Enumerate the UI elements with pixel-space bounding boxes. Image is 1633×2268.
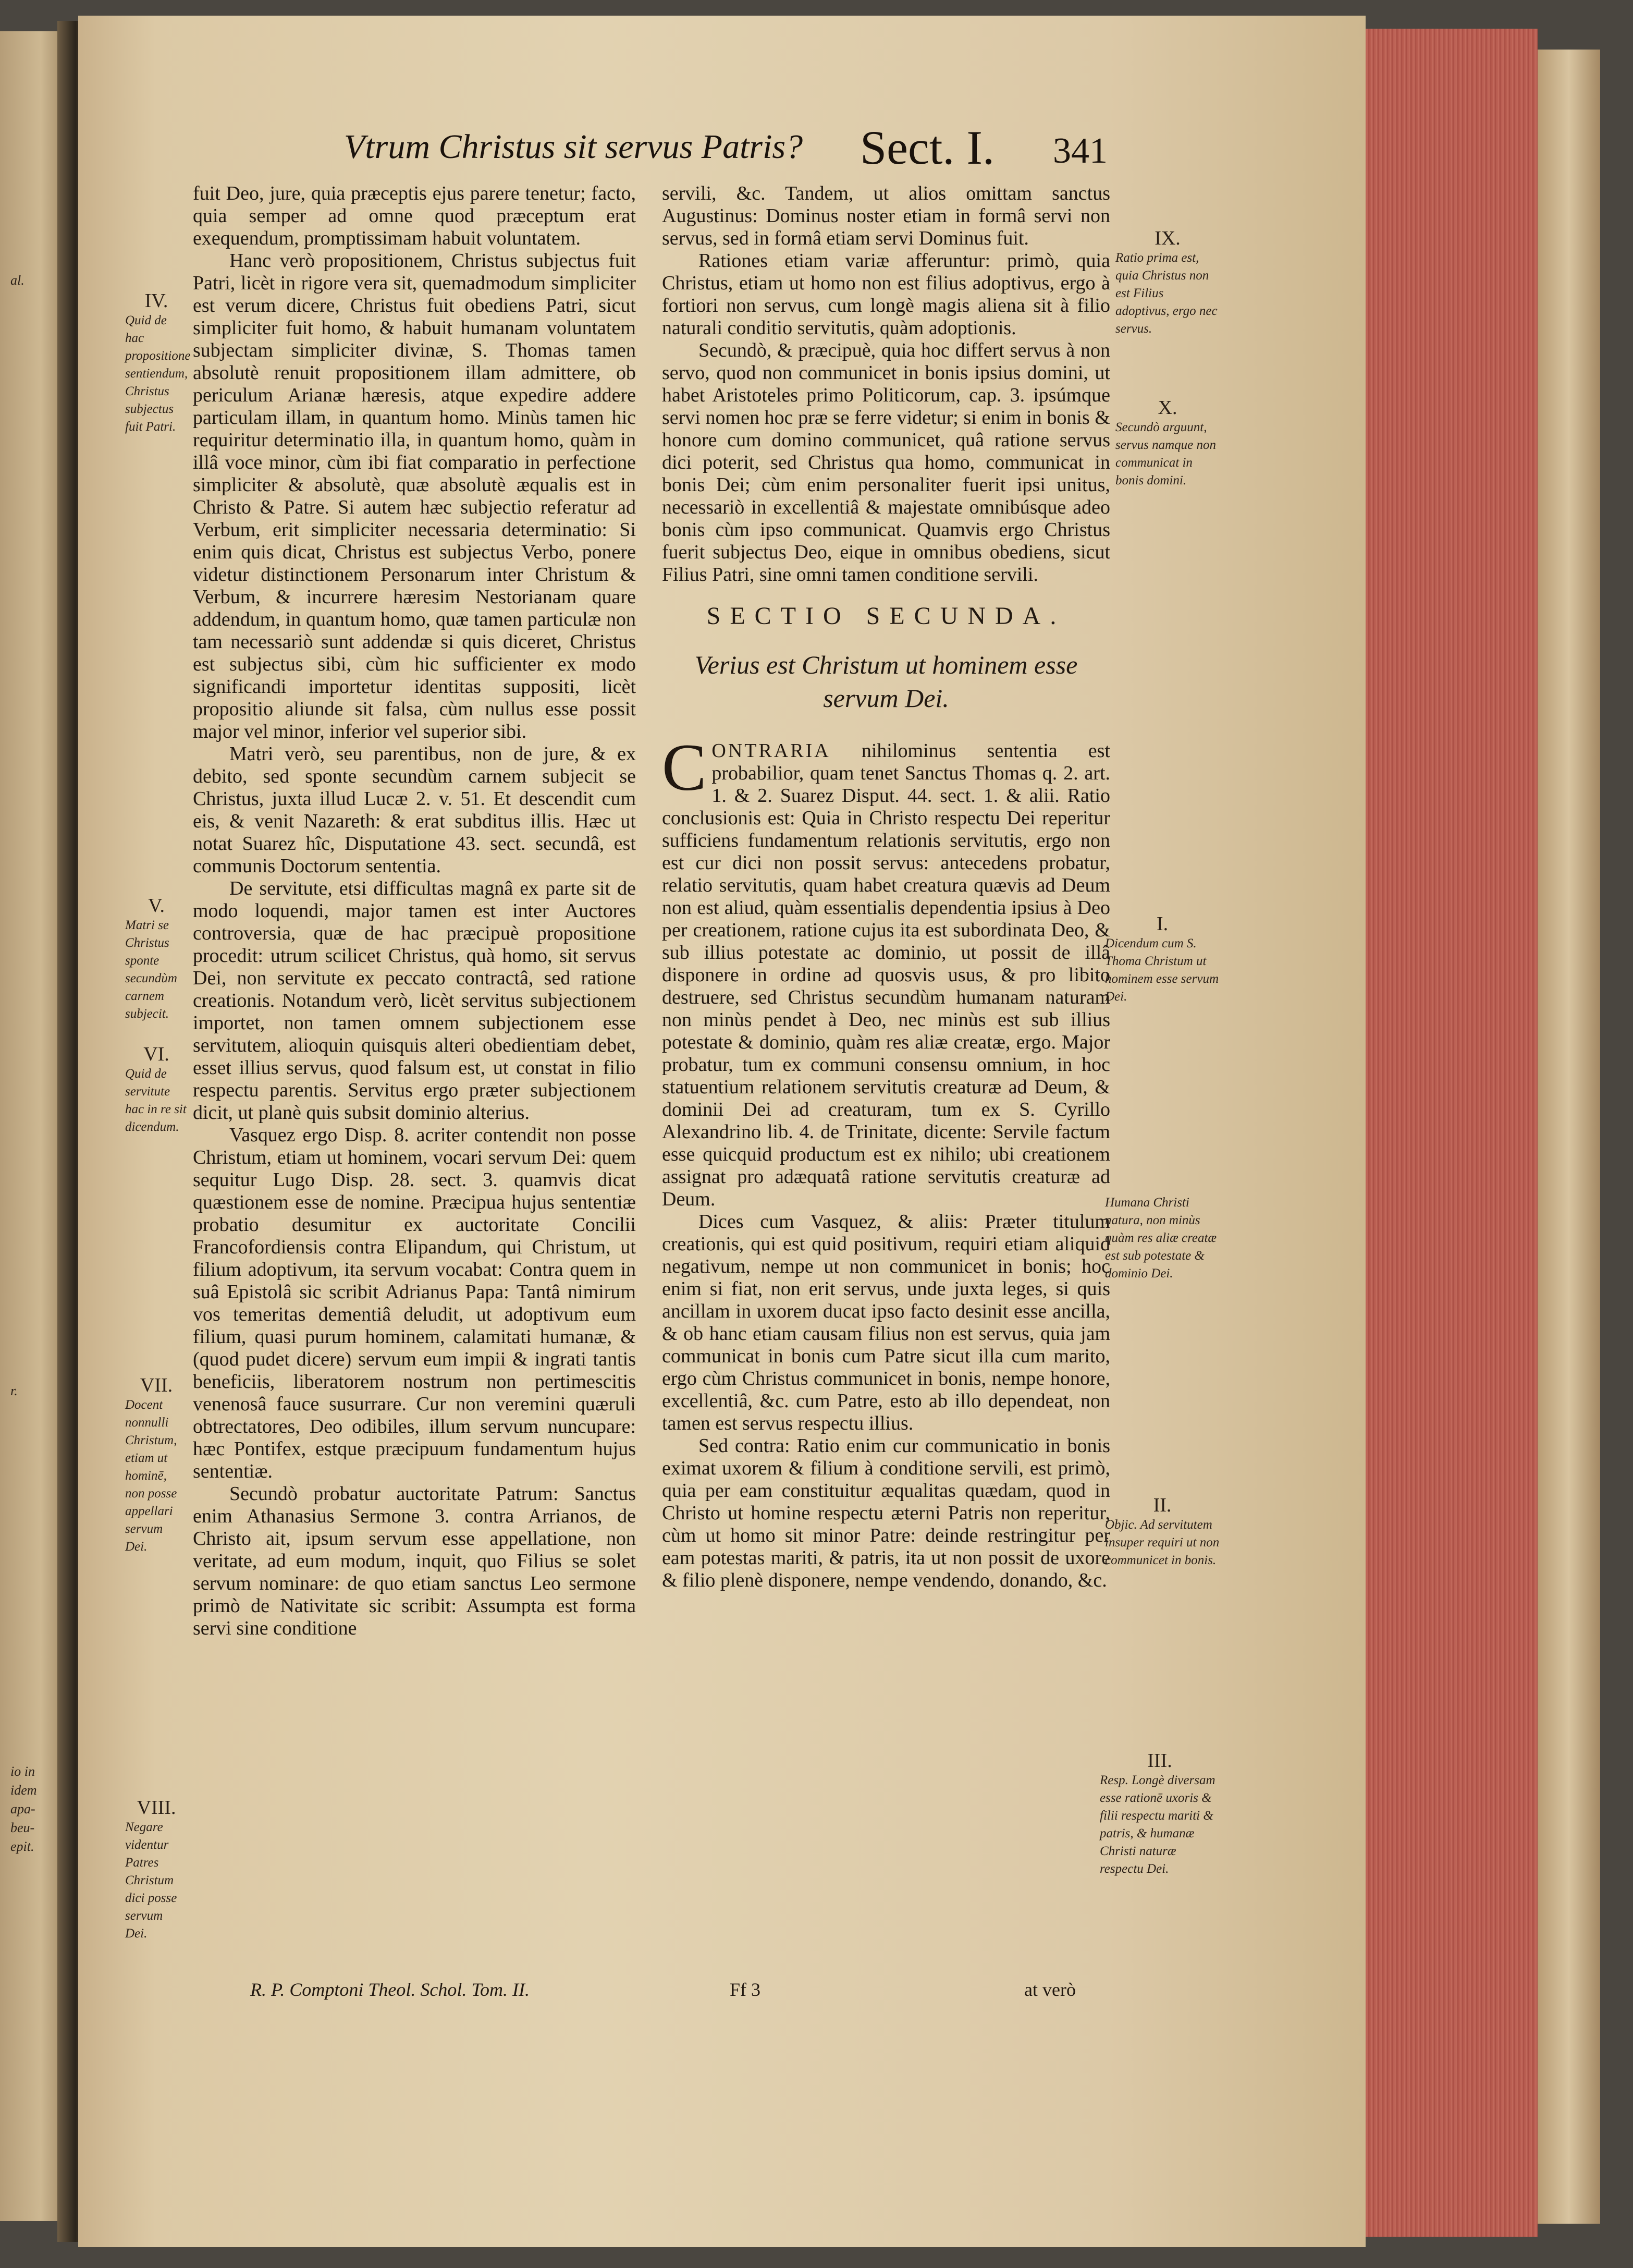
paragraph-dropcap xyxy=(662,730,1110,1211)
lead-word: ONTRARIA xyxy=(711,740,831,762)
section-subtitle: Verius est Christum ut hominem esse servum Dei. xyxy=(694,650,1078,713)
paragraph: Secundò probatur auctoritate Patrum: Sanctus enim Athanasius Sermone 3. contra Arrianos, de Christo ait, ipsum servum esse appellatione, non veritate, ad eum modum, inquit, quo Filius se solet servum nominare: de quo etiam sanctus Leo sermone primò de Nativitate sic scribit: Assumpta est forma servi sine conditione xyxy=(193,1483,636,1639)
paragraph: servili, &c. Tandem, ut alios omittam sanctus Augustinus: Dominus noster etiam in formâ servi non servus, sed in formâ etiam servi Dominus fuit. xyxy=(662,182,1110,249)
paragraph: Sed contra: Ratio enim cur communicatio in bonis eximat uxorem & filium à conditione servili, est primò, quia per eam constituitur æqualitas quædam, quod in Christo ut homine respectu æterni Patris non reperitur, cùm ut homo sit minor Patre: deinde restringitur per eam potestas mariti, & patris, ita ut non possit de uxore & filio plenè disponere, nempe vendendo, donando, &c. xyxy=(662,1435,1110,1591)
paragraph: Matri verò, seu parentibus, non de jure, & ex debito, sed sponte secundùm carnem subjecit se Christus, juxta illud Lucæ 2. v. 51. Et descendit cum eis, & venit Nazareth: & erat subditus illis. Hæc ut notat Suarez hîc, Disputatione 43. sect. secundâ, est communis Doctorum sententia. xyxy=(193,743,636,877)
marginal-note-ii: II. Objic. Ad servitutem insuper requiri ut non communicet in bonis. xyxy=(1105,1494,1220,1567)
red-page-edge xyxy=(1366,29,1538,2237)
paragraph: Hanc verò propositionem, Christus subjectus fuit Patri, licèt in rigore vera sit, quemadmodum simpliciter est verum dicere, Christus fuit obediens Patri, sicut simpliciter fuit homo, & habuit humanam voluntatem subjectam simpliciter divinæ, S. Thomas tamen absolutè renuit propositionem illam admittere, ob periculum Arianæ hæresis, atque expedire addere particulam illam, in quantum homo. Minùs tamen hic requiritur determinatio illa, in quantum homo, quàm in illâ voce minor, cùm ibi fiat comparatio in perfectione simpliciter & absolutè, quæ absolutè æqualis est in Christo & Patre. Si autem hæc subjectio referatur ad Verbum, erit simpliciter necessaria determinatio: Si enim quis dicat, Christus est subjectus Verbo, ponere videtur distinctionem Personarum inter Christum & Verbum, & incurrere hæresim Nestorianam quare addendum, in quantum homo, quæ tamen particulæ non tam necessariò sunt addendæ si quis diceret, Christus est subjectus sibi, cùm hic sufficienter ex modo significandi importetur identitas suppositi, licèt propositio aliunde sit falsa, cùm nullus esse possit major vel minor, inferior vel superior sibi. xyxy=(193,250,636,742)
marginal-note-vi: VI. Quid de servitute hac in re sit dicendum. xyxy=(125,1043,187,1134)
text-column-left xyxy=(193,182,636,1640)
marginal-note-v: V. Matri se Christus sponte secundùm carnem subjecit. xyxy=(125,895,177,1021)
left-fragment: io in xyxy=(10,1764,35,1779)
left-fragment: r. xyxy=(10,1383,18,1398)
text-column-right xyxy=(662,182,1110,1592)
paragraph: Rationes etiam variæ afferuntur: primò, quia Christus, etiam ut homo non est filius adoptivus, ergo à fortiori non servus, cum longè magis aliena sit à filio naturali conditio servitutis, quàm adoptionis. xyxy=(662,250,1110,339)
book-cover-edge xyxy=(1538,50,1600,2224)
paragraph: Secundò, & præcipuè, quia hoc differt servus à non servo, quod non communicet in bonis ipsius domini, ut habet Aristoteles primo Politicorum, cap. 3. ipsúmque servi nomen hoc præ se ferre videtur; si enim in bonis & honore cum domino communicet, quâ ratione servus dici poterit, sed Christus qua homo, communicat in bonis Dei; cùm enim personaliter fuerit ipsi unitus, necessariò in excellentiâ & majestate omnibúsque adeo bonis cùm ipso communicat. Quamvis ergo Christus fuerit subjectus Deo, eique in omnibus obediens, sicut Filius Patri, sine omni tamen conditione servili. xyxy=(662,339,1110,586)
paragraph: De servitute, etsi difficultas magnâ ex parte sit de modo loquendi, major tamen est inter Auctores controversia, quæ de hac præcipuè propositione procedit: utrum scilicet Christus, quà homo, sit servus Dei, non servitute ex peccato contractâ, sed ratione creationis. Notandum verò, licèt servitus subjectionem importet, non tamen omnem subjectionem esse servitutem, alioquin quisquis alteri obedientiam debet, esset illius servus, quod falsum est, ut constat in filio respectu parentis. Servitus ergo præter subjectionem dicit, ut planè quis subsit dominio alterius. xyxy=(193,877,636,1124)
left-fragment: beu- xyxy=(10,1820,35,1835)
paragraph: Dices cum Vasquez, & aliis: Præter titulum creationis, qui est quid positivum, requiri etiam aliquid negativum, nempe ut non communicet in bonis; hoc enim si fiat, non erit servus, unde juxta leges, si quis ancillam in uxorem ducat ipso facto desinit esse ancilla, & ob hanc etiam causam filius non est servus, quia jam communicat in bonis cum Patre sicut illa cum marito, ergo cùm Christus communicet in bonis, nempe honore, excellentiâ, &c. cum Patre, esto ab illo dependeat, non tamen est servus respectu illius. xyxy=(662,1211,1110,1434)
footer-catchword: at verò xyxy=(1024,1979,1076,2000)
marginal-note-vii: VII. Docent nonnulli Christum, etiam ut hominē, non posse appellari servum Dei. xyxy=(125,1374,177,1554)
marginal-note-humana: Humana Christi natura, non minùs quàm res aliæ creatæ est sub potestate & dominio Dei. xyxy=(1105,1196,1217,1281)
section-label: Sect. I. xyxy=(860,121,995,174)
left-fragment: apa- xyxy=(10,1801,35,1816)
marginal-note-viii: VIII. Negare videntur Patres Christum dici posse servum Dei. xyxy=(125,1797,177,1941)
marginal-note-iii: III. Resp. Longè diversam esse rationē uxoris & filii respectu mariti & patris, & humanæ Christi naturæ respectu Dei. xyxy=(1100,1750,1215,1876)
footer-signature: Ff 3 xyxy=(730,1979,761,2000)
marginal-note-i: I. Dicendum cum S. Thoma Christum ut hominem esse servum Dei. xyxy=(1105,913,1219,1004)
left-fragment: idem xyxy=(10,1783,37,1798)
marginal-note-iv: IV. Quid de hac propositione sentiendum, Christus subjectus fuit Patri. xyxy=(125,290,191,434)
paragraph: fuit Deo, jure, quia præceptis ejus parere tenetur; facto, quia semper ad omne quod præceptum erat exequendum, promptissimam habuit voluntatem. xyxy=(193,182,636,249)
marginal-note-ix: IX. Ratio prima est, quia Christus non est Filius adoptivus, ergo nec servus. xyxy=(1115,227,1218,336)
footer-book-title: R. P. Comptoni Theol. Schol. Tom. II. xyxy=(250,1979,530,2000)
section-title: SECTIO SECUNDA. xyxy=(706,602,1066,630)
running-title: Vtrum Christus sit servus Patris? xyxy=(344,128,803,166)
paragraph-body: nihilominus sententia est probabilior, quam tenet Sanctus Thomas q. 2. art. 1. & 2. Suarez Disput. 44. sect. 1. & alii. Ratio conclusionis est: Quia in Christo respectu Dei reperitur sufficiens fundamentum relationis servitutis, ergo non est cur dici non possit servus: antecedens probatur, relatio servitutis, quam habet creatura quævis ad Deum non est aliud, quàm essentialis dependentia ipsius à Deo per creationem, ratione cujus ita est subordinata Deo, & sub illius potestate ac dominio, ut possit de illâ disponere in ordine ad quosvis usus, & pro libito destruere, sed Christus secundùm humanam naturam non minùs pendet à Deo, nec minùs est sub illius potestate & dominio, quàm res aliæ creatæ, ergo. Major probatur, tum ex communi consensu omnium, in hoc statuentium relationem servitutis creaturæ ad Deum, & dominii Dei ad creaturam, tum ex S. Cyrillo Alexandrino lib. 4. de Trinitate, dicente: Servile factum esse quicquid productum est ex nihilo; ubi creationem assignat pro adæquatâ ratione servitutis creaturæ ad Deum. xyxy=(662,740,1110,1210)
drop-cap: C xyxy=(662,730,707,804)
paragraph: Vasquez ergo Disp. 8. acriter contendit non posse Christum, etiam ut hominem, vocari servum Dei: quem sequitur Lugo Disp. 28. sect. 3. quamvis dicat quæstionem esse de nomine. Præcipua hujus sententiæ probatio desumitur ex auctoritate Concilii Francofordiensis contra Elipandum, qui Christum, ut filium adoptivum, ita servum vocabat: Contra quem in suâ Epistolâ sic scribit Adrianus Papa: Tantâ nimirum vos temeritas dementiâ deludit, ut adoptivum eum filium, quasi purum hominem, calamitati humanæ, & (quod pudet dicere) servum eum impii & ingrati tantis beneficiis, liberatorem nostrum non pertimescitis venenosâ fauce susurrare. Cur non veremini quæruli obtrectatores, Deo odibiles, illum servum nuncupare: hæc Pontifex, estque præcipuum fundamentum hujus sententiæ. xyxy=(193,1124,636,1482)
marginal-note-x: X. Secundò arguunt, servus namque non communicat in bonis domini. xyxy=(1115,397,1217,487)
page-number: 341 xyxy=(1053,131,1108,171)
left-fragment: al. xyxy=(10,273,24,288)
running-header xyxy=(344,120,1376,177)
left-fragment: epit. xyxy=(10,1839,34,1854)
